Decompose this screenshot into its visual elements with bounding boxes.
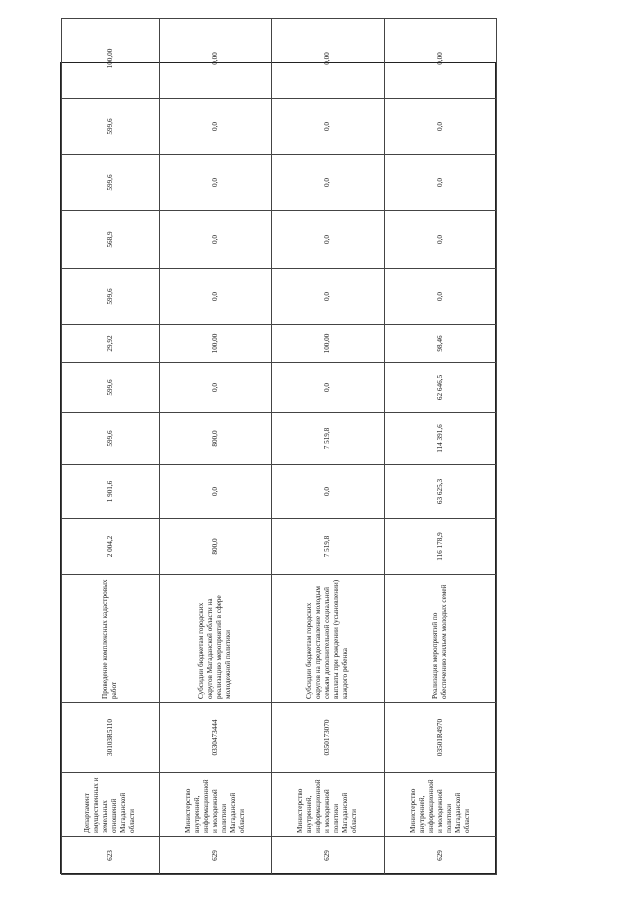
value-cell: 0,0 bbox=[272, 155, 384, 211]
value-cell: 98,46 bbox=[384, 325, 496, 363]
value-cell: 1 901,6 bbox=[62, 465, 160, 519]
value-cell: 100,00 bbox=[159, 325, 271, 363]
grbs-code: 629 bbox=[159, 837, 271, 875]
value-cell: 0,00 bbox=[159, 19, 271, 99]
value-cell: 0,0 bbox=[272, 363, 384, 413]
value-cell: 100,00 bbox=[62, 19, 160, 99]
value-cell: 0,0 bbox=[159, 363, 271, 413]
rotated-table-container bbox=[61, 48, 497, 875]
measure-name: Реализация мероприятий по обеспечению жильем молодых семей bbox=[384, 575, 496, 703]
grbs-code: 629 bbox=[384, 837, 496, 875]
grbs-code: 629 bbox=[272, 837, 384, 875]
value-cell: 0,0 bbox=[272, 269, 384, 325]
value-cell: 63 625,3 bbox=[384, 465, 496, 519]
value-cell: 0,0 bbox=[159, 155, 271, 211]
measure-name: Проведение комплексных кадастровых работ bbox=[62, 575, 160, 703]
value-cell: 114 391,6 bbox=[384, 413, 496, 465]
value-cell: 568,9 bbox=[62, 211, 160, 269]
value-cell: 29,92 bbox=[62, 325, 160, 363]
organization-name: Министерство внутренней, информационной и молодежной политики Магаданской области bbox=[384, 773, 496, 837]
value-cell: 0,0 bbox=[384, 269, 496, 325]
grbs-code: 623 bbox=[62, 837, 160, 875]
table-row bbox=[159, 19, 271, 875]
value-cell: 0,0 bbox=[384, 99, 496, 155]
kbk-code: 0350173070 bbox=[272, 703, 384, 773]
organization-name: Министерство внутренней, информационной и молодежной политики Магаданской области bbox=[159, 773, 271, 837]
value-cell: 0,0 bbox=[159, 99, 271, 155]
organization-name: Департамент имущественных и земельных отношений Магаданской области bbox=[62, 773, 160, 837]
value-cell: 0,0 bbox=[272, 99, 384, 155]
value-cell: 0,00 bbox=[384, 19, 496, 99]
value-cell: 100,00 bbox=[272, 325, 384, 363]
table-row bbox=[272, 19, 384, 875]
value-cell: 116 178,9 bbox=[384, 519, 496, 575]
value-cell: 0,0 bbox=[159, 211, 271, 269]
value-cell: 0,0 bbox=[159, 465, 271, 519]
value-cell: 800,0 bbox=[159, 413, 271, 465]
value-cell: 599,6 bbox=[62, 155, 160, 211]
kbk-code: 0330473444 bbox=[159, 703, 271, 773]
value-cell: 7 519,8 bbox=[272, 413, 384, 465]
table-row bbox=[384, 19, 496, 875]
kbk-code: 03501R4970 bbox=[384, 703, 496, 773]
value-cell: 599,6 bbox=[62, 363, 160, 413]
value-cell: 0,0 bbox=[272, 465, 384, 519]
measure-name: Субсидии бюджетам городских округов Магаданской области на реализацию мероприятий в сфере молодежной политики bbox=[159, 575, 271, 703]
value-cell: 599,6 bbox=[62, 413, 160, 465]
value-cell: 0,0 bbox=[384, 155, 496, 211]
value-cell: 0,0 bbox=[272, 211, 384, 269]
value-cell: 800,0 bbox=[159, 519, 271, 575]
budget-table bbox=[61, 18, 497, 875]
value-cell: 7 519,8 bbox=[272, 519, 384, 575]
document-page bbox=[60, 48, 496, 874]
value-cell: 599,6 bbox=[62, 99, 160, 155]
organization-name: Министерство внутренней, информационной и молодежной политики Магаданской области bbox=[272, 773, 384, 837]
value-cell: 0,0 bbox=[159, 269, 271, 325]
value-cell: 0,00 bbox=[272, 19, 384, 99]
table-row bbox=[62, 19, 160, 875]
kbk-code: 30103R5110 bbox=[62, 703, 160, 773]
value-cell: 0,0 bbox=[384, 211, 496, 269]
measure-name: Субсидии бюджетам городских округов на предоставление молодым семьям дополнительной социальной выплаты при рождении (усыновлении) каждого ребенка bbox=[272, 575, 384, 703]
value-cell: 599,6 bbox=[62, 269, 160, 325]
value-cell: 2 004,2 bbox=[62, 519, 160, 575]
value-cell: 62 646,5 bbox=[384, 363, 496, 413]
